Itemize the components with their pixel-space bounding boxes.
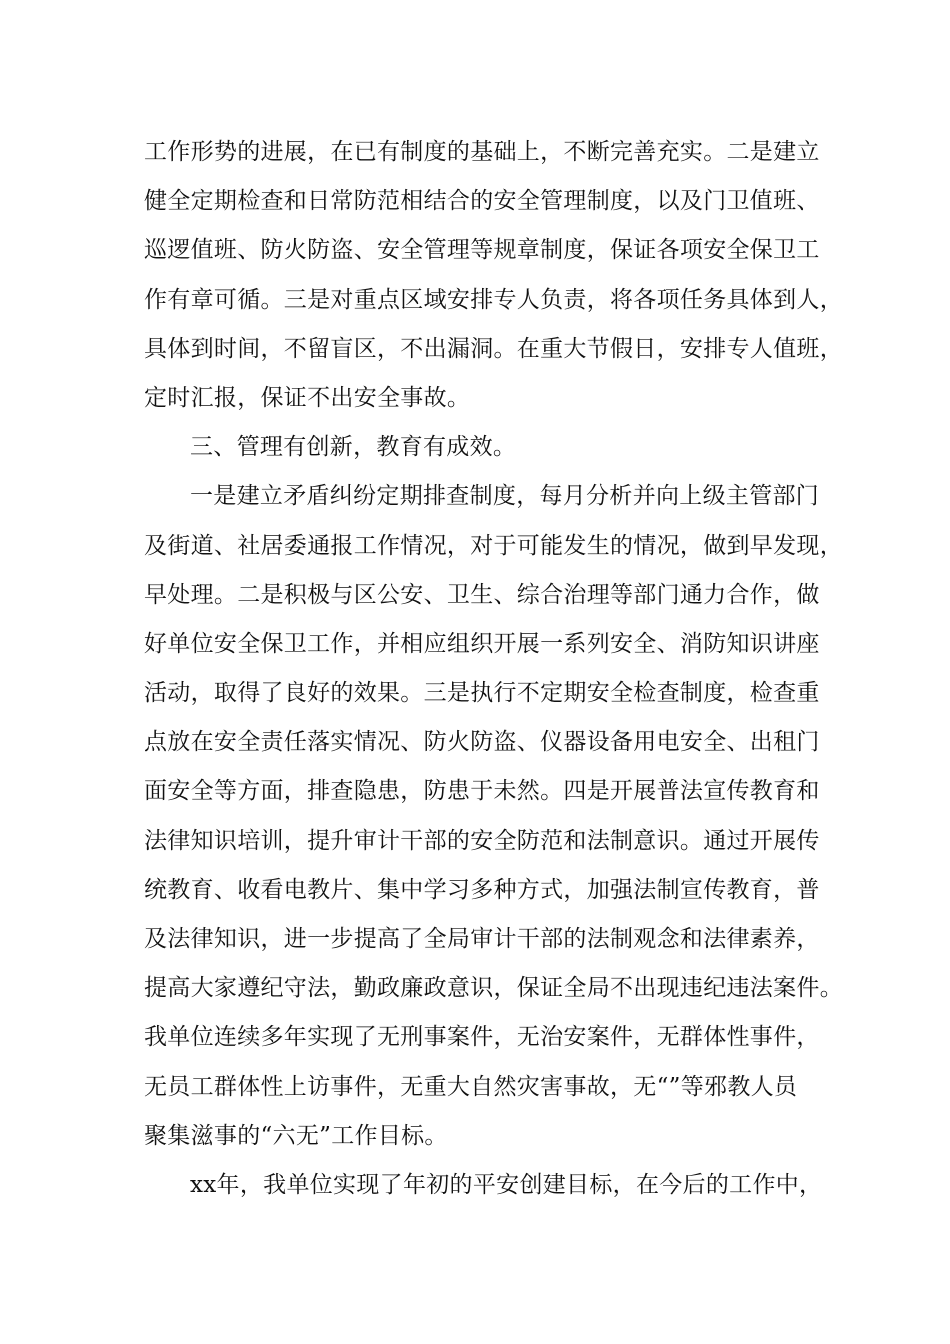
document-body xyxy=(144,128,844,1210)
body-line-21: 聚集滋事的“六无”工作目标。 xyxy=(144,1122,448,1149)
body-line-19: 我单位连续多年实现了无刑事案件，无治安案件，无群体性事件， xyxy=(144,1024,820,1051)
body-line-14: 面安全等方面，排查隐患，防患于未然。四是开展普法宣传教育和 xyxy=(144,778,820,805)
body-line-15: 法律知识培训，提升审计干部的安全防范和法制意识。通过开展传 xyxy=(144,827,820,854)
body-line-12: 活动，取得了良好的效果。三是执行不定期安全检查制度，检查重 xyxy=(144,680,820,707)
body-line-2: 健全定期检查和日常防范相结合的安全管理制度，以及门卫值班、 xyxy=(144,188,820,215)
body-line-5: 具体到时间，不留盲区，不出漏洞。在重大节假日，安排专人值班， xyxy=(144,335,843,362)
body-line-11: 好单位安全保卫工作，并相应组织开展一系列安全、消防知识讲座 xyxy=(144,630,820,657)
body-line-9: 及街道、社居委通报工作情况，对于可能发生的情况，做到早发现， xyxy=(144,532,843,559)
body-line-3: 巡逻值班、防火防盗、安全管理等规章制度，保证各项安全保卫工 xyxy=(144,237,820,264)
section-heading: 三、管理有创新，教育有成效。 xyxy=(190,434,517,461)
body-line-13: 点放在安全责任落实情况、防火防盗、仪器设备用电安全、出租门 xyxy=(144,729,820,756)
paragraph-start-line: 一是建立矛盾纠纷定期排查制度，每月分析并向上级主管部门 xyxy=(190,483,820,510)
body-line-17: 及法律知识，进一步提高了全局审计干部的法制观念和法律素养， xyxy=(144,926,820,952)
body-line-4: 作有章可循。三是对重点区域安排专人负责，将各项任务具体到人， xyxy=(144,286,843,313)
body-line-1: 工作形势的进展，在已有制度的基础上，不断完善充实。二是建立 xyxy=(144,139,820,165)
body-line-6: 定时汇报，保证不出安全事故。 xyxy=(144,384,471,411)
paragraph-start-line: xx年，我单位实现了年初的平安创建目标，在今后的工作中， xyxy=(190,1171,823,1198)
body-line-20: 无员工群体性上访事件，无重大自然灾害事故，无“”等邪教人员 xyxy=(144,1073,798,1100)
body-line-10: 早处理。二是积极与区公安、卫生、综合治理等部门通力合作，做 xyxy=(144,581,820,608)
body-line-16: 统教育、收看电教片、集中学习多种方式，加强法制宣传教育，普 xyxy=(144,876,820,903)
body-line-18: 提高大家遵纪守法，勤政廉政意识，保证全局不出现违纪违法案件。 xyxy=(144,975,843,1002)
